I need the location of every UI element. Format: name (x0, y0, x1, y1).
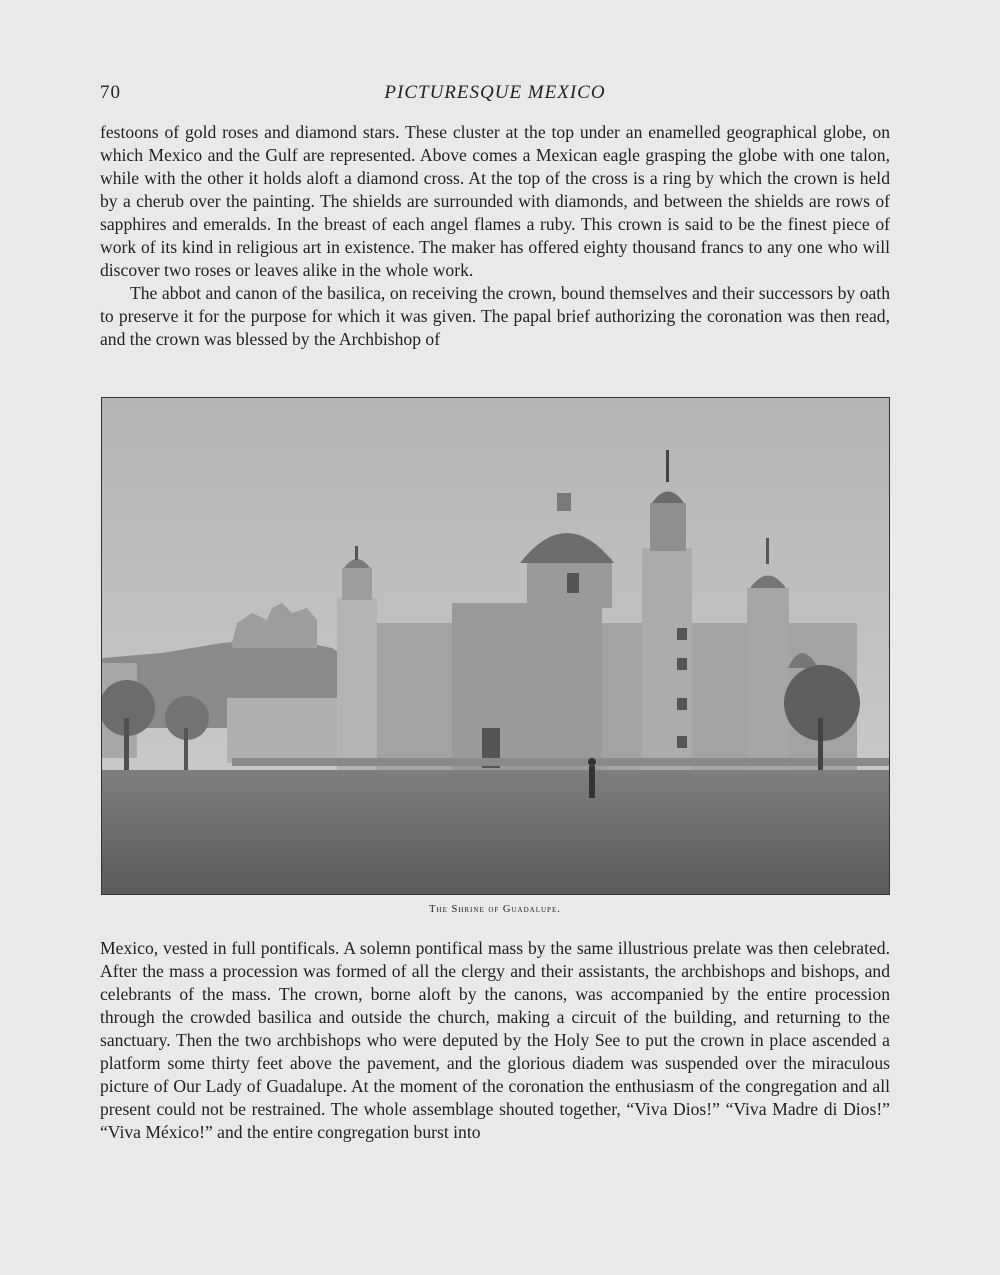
figure-caption: The Shrine of Guadalupe. (429, 904, 561, 915)
photograph-shrine-of-guadalupe (101, 397, 890, 895)
paragraph: Mexico, vested in full pontificals. A solemn pontifical mass by the same illustrious prelate was then celebrated. After the mass a procession was formed of all the clergy and their assistants, the archbishops and bishops, and celebrants of the mass. The crown, borne aloft by the canons, was accompanied by the entire procession through the crowded basilica and outside the church, making a circuit of the building, and returning to the sanctuary. Then the two archbishops who were deputed by the Holy See to put the crown in place ascended a platform some thirty feet above the pavement, and the glorious diadem was suspended over the miraculous picture of Our Lady of Guadalupe. At the moment of the coronation the enthusiasm of the congregation and all present could not be restrained. The whole assemblage shouted together, “Viva Dios!” “Viva Madre di Dios!” “Viva México!” and the entire congregation burst into (100, 938, 890, 1142)
paragraph: festoons of gold roses and diamond stars. These cluster at the top under an enamelled geographical globe, on which Mexico and the Gulf are represented. Above comes a Mexican eagle grasping the globe with one talon, while with the other it holds aloft a diamond cross. At the top of the cross is a ring by which the crown is held by a cherub over the painting. The shields are surrounded with diamonds, and between the shields are rows of sapphires and emeralds. In the breast of each angel flames a ruby. This crown is said to be the finest piece of work of its kind in religious art in existence. The maker has offered eighty thousand francs to any one who will discover two roses or leaves alike in the whole work. (100, 122, 890, 280)
running-title: PICTURESQUE MEXICO (384, 82, 606, 103)
page-number: 70 (100, 82, 121, 103)
paragraph: The abbot and canon of the basilica, on receiving the crown, bound themselves and their successors by oath to preserve it for the purpose for which it was given. The papal brief authorizing the coronation was then read, and the crown was blessed by the Archbishop of (100, 283, 890, 349)
photograph-illustration (102, 398, 889, 894)
running-head (100, 82, 890, 108)
body-text-bottom (100, 937, 890, 1144)
body-text-top (100, 121, 890, 351)
